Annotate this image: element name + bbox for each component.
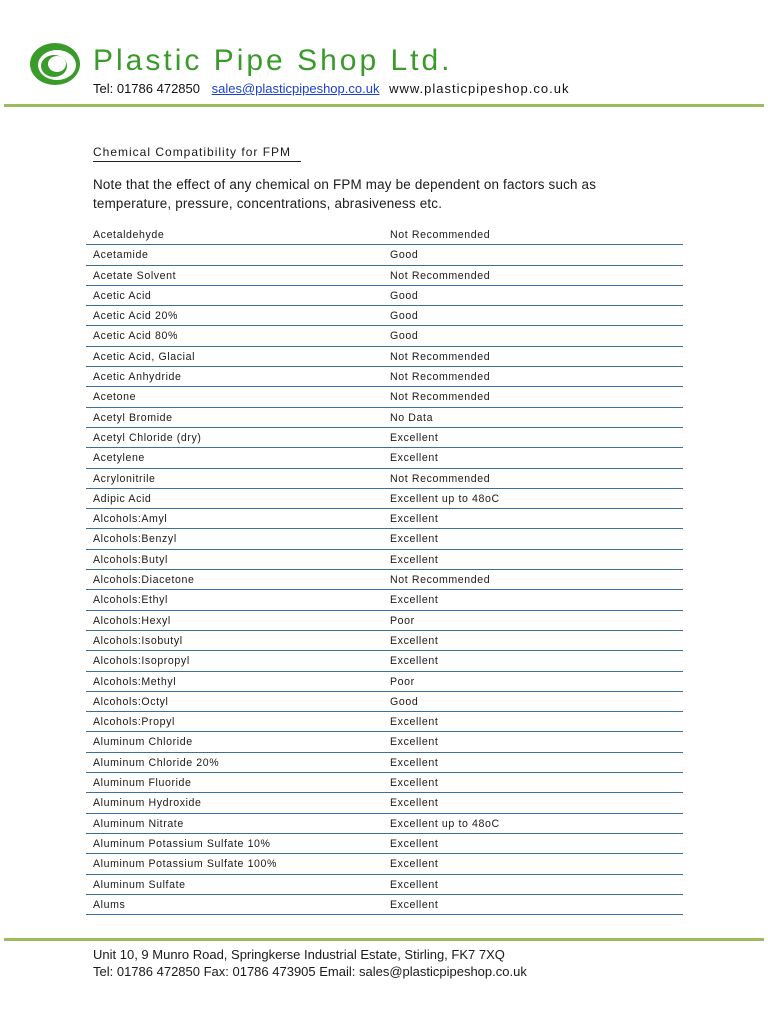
- table-row: [86, 570, 683, 590]
- chemical-name: Acetic Anhydride: [93, 371, 182, 384]
- chemical-name: Alcohols:Propyl: [93, 716, 176, 729]
- chemical-name: Alcohols:Octyl: [93, 695, 169, 708]
- compatibility-rating: Good: [390, 289, 419, 302]
- chemical-name: Acetamide: [93, 249, 149, 262]
- compatibility-rating: Excellent: [390, 594, 439, 607]
- compatibility-rating: No Data: [390, 411, 434, 424]
- table-row: [86, 732, 683, 752]
- chemical-name: Alcohols:Amyl: [93, 513, 168, 526]
- compatibility-rating: Excellent: [390, 878, 439, 891]
- table-row: [86, 814, 683, 834]
- chemical-name: Aluminum Nitrate: [93, 817, 184, 830]
- compatibility-rating: Excellent up to 48oC: [390, 492, 500, 505]
- compatibility-rating: Not Recommended: [390, 269, 491, 282]
- table-row: [86, 753, 683, 773]
- table-row: [86, 631, 683, 651]
- table-row: [86, 712, 683, 732]
- compatibility-rating: Excellent: [390, 553, 439, 566]
- compatibility-rating: Excellent: [390, 716, 439, 729]
- chemical-name: Alcohols:Benzyl: [93, 533, 177, 546]
- compatibility-rating: Not Recommended: [390, 391, 491, 404]
- table-row: [86, 225, 683, 245]
- contact-line: [93, 81, 569, 96]
- compatibility-rating: Excellent: [390, 797, 439, 810]
- company-name: Plastic Pipe Shop Ltd.: [93, 44, 453, 77]
- chemical-name: Acetyl Chloride (dry): [93, 431, 202, 444]
- chemical-name: Alcohols:Butyl: [93, 553, 168, 566]
- email-link[interactable]: sales@plasticpipeshop.co.uk: [211, 81, 380, 96]
- table-row: [86, 408, 683, 428]
- table-row: [86, 428, 683, 448]
- website-text: www.plasticpipeshop.co.uk: [389, 81, 570, 96]
- compatibility-rating: Excellent: [390, 858, 439, 871]
- compatibility-rating: Not Recommended: [390, 350, 491, 363]
- chemical-name: Acetyl Bromide: [93, 411, 173, 424]
- compatibility-rating: Good: [390, 330, 419, 343]
- compatibility-rating: Not Recommended: [390, 371, 491, 384]
- chemical-name: Alcohols:Isopropyl: [93, 655, 190, 668]
- table-row: [86, 854, 683, 874]
- table-row: [86, 651, 683, 671]
- chemical-name: Acetylene: [93, 452, 145, 465]
- chemical-name: Alums: [93, 898, 126, 911]
- table-row: [86, 509, 683, 529]
- table-row: [86, 387, 683, 407]
- footer: [93, 946, 527, 980]
- table-row: [86, 266, 683, 286]
- chemical-name: Aluminum Sulfate: [93, 878, 186, 891]
- chemical-name: Alcohols:Diacetone: [93, 574, 195, 587]
- table-row: [86, 773, 683, 793]
- chemical-name: Acetic Acid, Glacial: [93, 350, 196, 363]
- chemical-name: Aluminum Potassium Sulfate 100%: [93, 858, 278, 871]
- table-row: [86, 793, 683, 813]
- compatibility-rating: Not Recommended: [390, 229, 491, 241]
- compatibility-rating: Excellent: [390, 533, 439, 546]
- chemical-name: Aluminum Hydroxide: [93, 797, 202, 810]
- compatibility-rating: Excellent: [390, 837, 439, 850]
- table-row: [86, 367, 683, 387]
- table-row: [86, 306, 683, 326]
- table-row: [86, 611, 683, 631]
- chemical-name: Acetic Acid 80%: [93, 330, 178, 343]
- chemical-name: Aluminum Potassium Sulfate 10%: [93, 837, 271, 850]
- table-row: [86, 834, 683, 854]
- compatibility-rating: Poor: [390, 675, 415, 688]
- chemical-name: Acetic Acid 20%: [93, 310, 178, 323]
- chemical-name: Acetic Acid: [93, 289, 152, 302]
- chemical-name: Adipic Acid: [93, 492, 152, 505]
- document-title: Chemical Compatibility for FPM: [93, 145, 301, 162]
- compatibility-rating: Excellent: [390, 513, 439, 526]
- compatibility-rating: Excellent: [390, 898, 439, 911]
- chemical-name: Alcohols:Ethyl: [93, 594, 168, 607]
- document-note: Note that the effect of any chemical on FPM may be dependent on factors such as temperature, pressure, concentrations, abrasiveness etc.: [93, 177, 597, 211]
- table-row: [86, 590, 683, 610]
- chemical-name: Aluminum Chloride: [93, 736, 193, 749]
- chemical-name: Alcohols:Methyl: [93, 675, 177, 688]
- footer-rule: [4, 938, 764, 941]
- chemical-name: Acetaldehyde: [93, 229, 165, 241]
- table-row: [86, 895, 683, 915]
- compatibility-rating: Excellent: [390, 634, 439, 647]
- compatibility-rating: Excellent: [390, 736, 439, 749]
- compatibility-rating: Excellent: [390, 431, 439, 444]
- compatibility-rating: Good: [390, 249, 419, 262]
- table-row: [86, 286, 683, 306]
- compatibility-rating: Poor: [390, 614, 415, 627]
- compatibility-rating: Good: [390, 310, 419, 323]
- chemical-name: Acetate Solvent: [93, 269, 177, 282]
- compatibility-rating: Excellent: [390, 655, 439, 668]
- table-row: [86, 448, 683, 468]
- footer-address: Unit 10, 9 Munro Road, Springkerse Industrial Estate, Stirling, FK7 7XQ: [93, 947, 505, 962]
- compatibility-rating: Excellent up to 48oC: [390, 817, 500, 830]
- table-row: [86, 245, 683, 265]
- chemical-name: Aluminum Fluoride: [93, 777, 192, 790]
- table-row: [86, 529, 683, 549]
- compatibility-rating: Excellent: [390, 756, 439, 769]
- table-row: [86, 672, 683, 692]
- chemical-name: Alcohols:Isobutyl: [93, 634, 183, 647]
- header-rule: [4, 104, 764, 107]
- chemical-name: Alcohols:Hexyl: [93, 614, 171, 627]
- compatibility-rating: Not Recommended: [390, 472, 491, 485]
- table-row: [86, 469, 683, 489]
- compatibility-table: [86, 225, 683, 915]
- chemical-name: Acrylonitrile: [93, 472, 156, 485]
- compatibility-rating: Good: [390, 695, 419, 708]
- company-logo-icon: [28, 40, 82, 88]
- table-row: [86, 550, 683, 570]
- compatibility-rating: Excellent: [390, 777, 439, 790]
- chemical-name: Aluminum Chloride 20%: [93, 756, 220, 769]
- table-row: [86, 875, 683, 895]
- chemical-name: Acetone: [93, 391, 137, 404]
- header-telephone: Tel: 01786 472850: [93, 81, 200, 96]
- table-row: [86, 326, 683, 346]
- compatibility-rating: Not Recommended: [390, 574, 491, 587]
- table-row: [86, 347, 683, 367]
- table-row: [86, 692, 683, 712]
- compatibility-rating: Excellent: [390, 452, 439, 465]
- footer-contact: Tel: 01786 472850 Fax: 01786 473905 Email: sales@plasticpipeshop.co.uk: [93, 964, 527, 979]
- table-row: [86, 489, 683, 509]
